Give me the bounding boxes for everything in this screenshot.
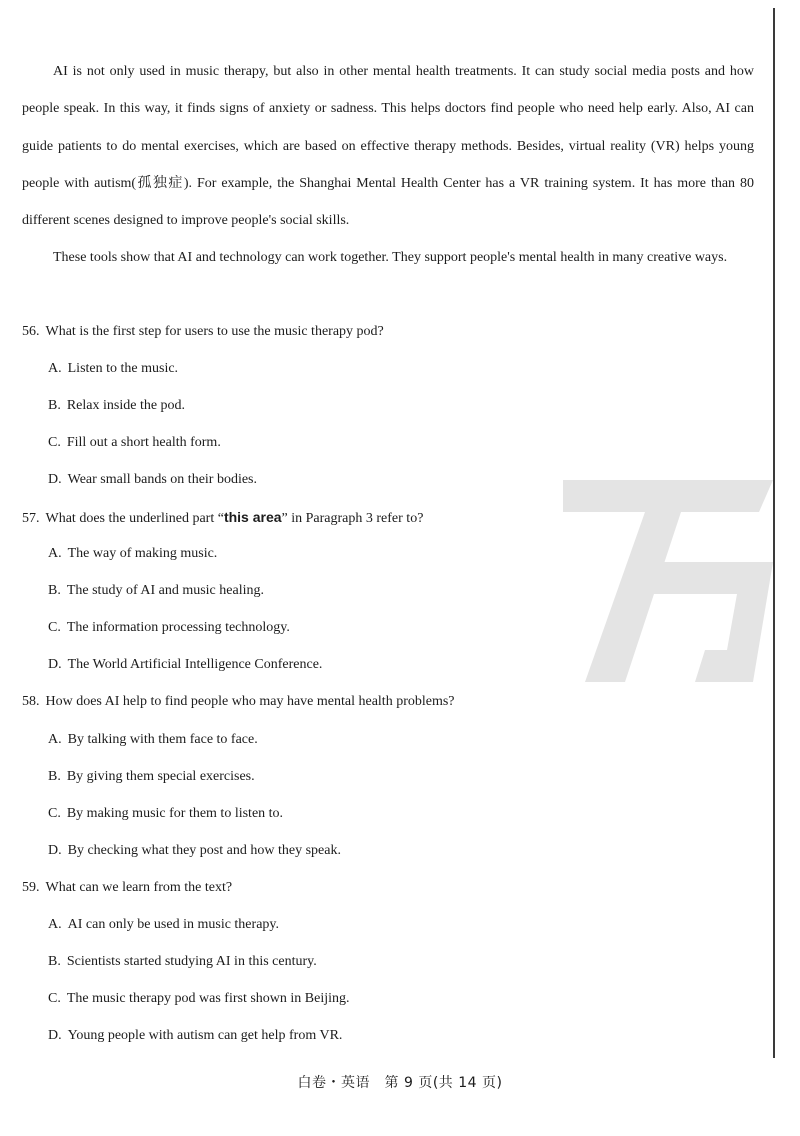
option-59-c: C. The music therapy pod was first shown in Beijing. [48, 991, 350, 1006]
question-57 [22, 507, 423, 529]
question-56 [22, 322, 384, 342]
question-number: 56. [22, 324, 40, 339]
question-number: 57. [22, 511, 40, 526]
passage-paragraph-1: AI is not only used in music therapy, but also in other mental health treatments. It can study social media posts and how people speak. In this way, it finds signs of anxiety or sadness. This helps doctors find people who need help early. Also, AI can guide patients to do mental exercises, which are based on effective therapy methods. Besides, virtual reality (VR) helps young people with autism(孤独症). For example, the Shanghai Mental Health Center has a VR training system. It has more than 80 different scenes designed to improve people's social skills. [22, 64, 754, 229]
page-footer: 白卷・英语 第 9 页(共 14 页) [297, 1075, 503, 1091]
option-56-a: A. Listen to the music. [48, 361, 179, 376]
question-stem: How does AI help to find people who may have mental health problems? [45, 694, 455, 709]
option-56-c: C. Fill out a short health form. [48, 435, 221, 450]
passage-paragraph-2: These tools show that AI and technology can work together. They support people's mental health in many creative ways. [53, 250, 728, 265]
question-number: 58. [22, 694, 40, 709]
option-59-b: B. Scientists started studying AI in this century. [48, 954, 317, 969]
option-57-a: A. The way of making music. [48, 546, 218, 561]
question-stem: What can we learn from the text? [45, 880, 233, 895]
option-58-d: D. By checking what they post and how they speak. [48, 843, 341, 858]
question-number: 59. [22, 880, 40, 895]
question-58 [22, 692, 455, 712]
option-58-b: B. By giving them special exercises. [48, 769, 255, 784]
option-58-a: A. By talking with them face to face. [48, 732, 258, 747]
wan-character-watermark-icon [555, 470, 775, 690]
option-57-d: D. The World Artificial Intelligence Conference. [48, 657, 323, 672]
option-57-b: B. The study of AI and music healing. [48, 583, 264, 598]
option-56-b: B. Relax inside the pod. [48, 398, 186, 413]
question-stem-before: What does the underlined part “ [45, 511, 224, 526]
option-58-c: C. By making music for them to listen to. [48, 806, 284, 821]
option-59-d: D. Young people with autism can get help from VR. [48, 1028, 343, 1043]
option-59-a: A. AI can only be used in music therapy. [48, 917, 279, 932]
option-57-c: C. The information processing technology. [48, 620, 290, 635]
question-stem-highlight: this area [223, 509, 282, 525]
question-stem: What is the first step for users to use the music therapy pod? [45, 324, 384, 339]
question-stem-after: ” in Paragraph 3 refer to? [281, 511, 424, 526]
question-59 [22, 878, 232, 898]
option-56-d: D. Wear small bands on their bodies. [48, 472, 258, 487]
